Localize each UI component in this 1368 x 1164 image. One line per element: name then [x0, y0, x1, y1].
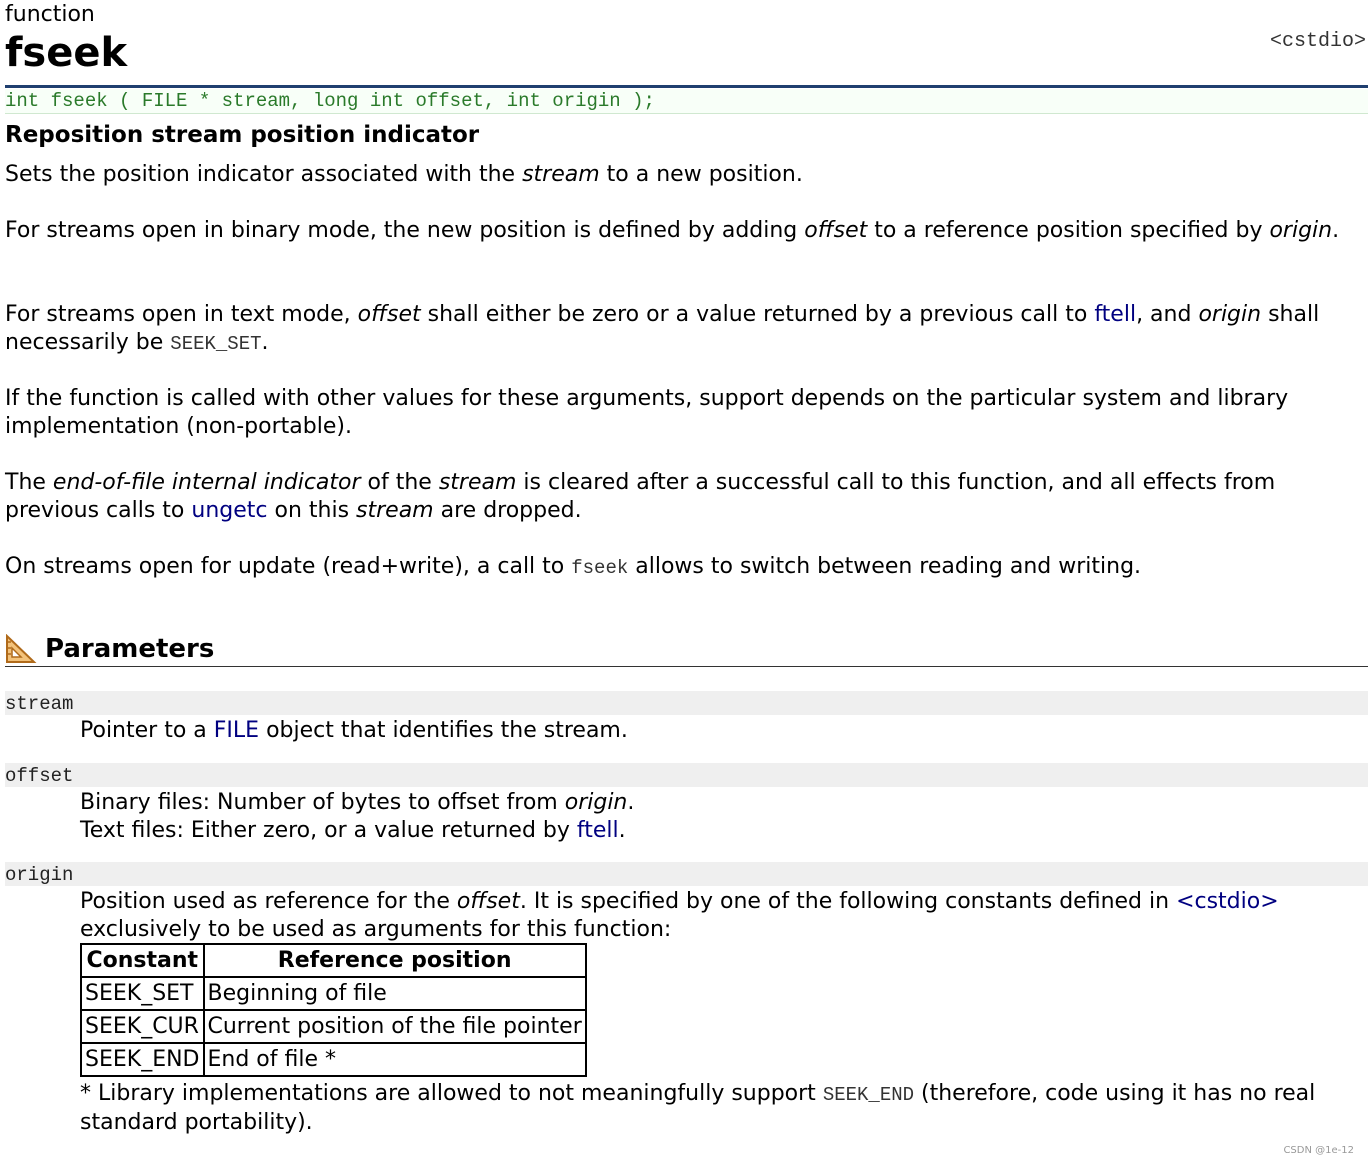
description-paragraph: If the function is called with other values for these arguments, support depends on the particular system and library implementation (non-portable).	[5, 386, 1289, 439]
description-paragraph: For streams open in binary mode, the new position is defined by adding offset to a reference position specified by origin.	[5, 218, 1340, 243]
brief-description: Reposition stream position indicator	[5, 122, 480, 148]
description-paragraph: On streams open for update (read+write), a call to fseek allows to switch between reading and writing.	[5, 554, 1142, 579]
table-header-row	[81, 944, 586, 977]
header-name: <cstdio>	[1269, 30, 1366, 53]
set-square-icon	[5, 634, 37, 664]
file-link[interactable]: FILE	[213, 718, 260, 743]
description-paragraph: For streams open in text mode, offset shall either be zero or a value returned by a previous call to ftell, and origin shall necessarily be SEEK_SET.	[5, 302, 1320, 355]
parameters-heading	[5, 632, 1368, 667]
description-paragraph: The end-of-file internal indicator of the stream is cleared after a successful call to this function, and all effects from previous calls to ungetc on this stream are dropped.	[5, 470, 1276, 523]
param-description: Position used as reference for the offset. It is specified by one of the following constants defined in <cstdio> exclusively to be used as arguments for this function:	[80, 889, 1279, 942]
watermark: CSDN @1e-12	[1283, 1145, 1354, 1156]
title-rule	[5, 85, 1368, 88]
table-cell: Current position of the file pointer	[204, 1010, 586, 1043]
table-row	[81, 1010, 586, 1043]
inline-code: fseek	[571, 557, 629, 579]
footnote: * Library implementations are allowed to not meaningfully support SEEK_END (therefore, code using it has no real standard portability).	[80, 1081, 1316, 1135]
param-name: offset	[5, 763, 1368, 787]
description-paragraph: Sets the position indicator associated with the stream to a new position.	[5, 162, 803, 187]
cstdio-link[interactable]: <cstdio>	[1176, 889, 1279, 914]
table-cell: End of file *	[204, 1043, 586, 1076]
parameters-title: Parameters	[45, 634, 215, 664]
function-prototype: int fseek ( FILE * stream, long int offset, int origin );	[5, 89, 1368, 114]
inline-code: SEEK_END	[822, 1084, 915, 1106]
param-description: Binary files: Number of bytes to offset from origin. Text files: Either zero, or a value returned by ftell.	[80, 790, 635, 843]
table-cell: SEEK_END	[81, 1043, 204, 1076]
page-title: fseek	[5, 30, 128, 76]
table-cell: SEEK_CUR	[81, 1010, 204, 1043]
column-header: Reference position	[204, 944, 586, 977]
entity-kind: function	[5, 2, 95, 27]
table-cell: Beginning of file	[204, 977, 586, 1010]
ftell-link[interactable]: ftell	[1094, 302, 1137, 327]
table-cell: SEEK_SET	[81, 977, 204, 1010]
param-name: stream	[5, 691, 1368, 715]
inline-code: SEEK_SET	[170, 333, 262, 355]
origin-constants-table	[80, 943, 587, 1077]
ungetc-link[interactable]: ungetc	[191, 498, 268, 523]
table-row	[81, 977, 586, 1010]
ftell-link[interactable]: ftell	[576, 818, 619, 843]
table-row	[81, 1043, 586, 1076]
param-name: origin	[5, 862, 1368, 886]
param-description: Pointer to a FILE object that identifies the stream.	[80, 718, 628, 743]
column-header: Constant	[81, 944, 204, 977]
